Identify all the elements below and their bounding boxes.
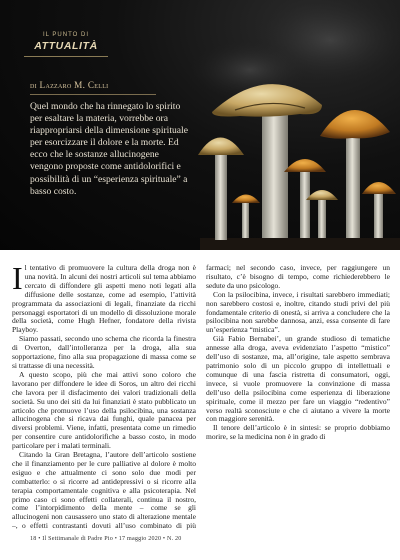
article-paragraph: Già Fabio Bernabei’, un grande studioso di tematiche annesse alla droga, aveva evidenziato l’aspetto “mistico” dell’uso di sostanze, ma, all’origine, tale aspetto sembrava patrimonio solo di un piccolo gruppo di intellettuali e comunque di una fascia ristretta di consumatori, oggi, invece, si vuole promuovere la convinzione di massa dell’uso della psilocibina come esperienza di liberazione spirituale, come il mezzo per fare un viaggio “redentivo” verso realtà sconosciute e che ci aiutano a vivere la morte con maggiore serenità. — [206, 334, 390, 424]
article-paragraph: Il tentativo di promuovere la cultura della droga non è una novità. In alcuni dei nostri articoli sul tema abbiamo cercato di diffondere gli aspetti meno noti legati alla diffusione delle sostanze, come ad esempio, l’attività programmata da associazioni di legali, finanziate da ricchi personaggi esportatori di un modello di dissoluzione morale della società, come Hugh Hefner, fondatore della rivista Playboy. — [12, 264, 196, 335]
byline-rule — [30, 94, 156, 95]
article-paragraph: Il tenore dell’articolo è in sintesi: se proprio dobbiamo morire, se la medicina non è in grado di — [206, 423, 390, 442]
section-badge — [20, 32, 112, 64]
hero-banner — [0, 0, 400, 250]
article-byline: di Lazzaro M. Celli — [30, 80, 109, 90]
page-footer: 18 • Il Settimanale di Padre Pio • 17 maggio 2020 • N. 20 — [30, 536, 182, 542]
article-standfirst: Quel mondo che ha rinnegato lo spirito per esaltare la materia, vorrebbe ora riappropriarsi della dimensione spirituale per esorcizzare il dolore e la morte. Ed ecco che le sostanze allucinogene vengono proposte come antidolorifici e possibilità di un “esperienza spirituale” a basso costo. — [30, 101, 188, 197]
section-badge-label: ATTUALITÀ — [34, 40, 98, 52]
article-paragraph: A questo scopo, più che mai attivi sono coloro che lavorano per diffondere le idee di Soros, un altro dei ricchi che lavora per il disfacimento dei valori tradizionali della società. Su uno dei siti da lui finanziati è stato pubblicato un articolo che promuove l’uso della psilocibina, una sostanza allucinogena che si ricava dai funghi, quale panacea per diversi problemi. Viene, infatti, presentata come un rimedio per consentire cure antidolorifiche a basso costo, in modo particolare per i malati terminali. — [12, 369, 196, 451]
section-badge-rule — [24, 56, 108, 57]
article-paragraph: Citando la Gran Bretagna, l’autore dell’articolo sostiene che il finanziamento per le cure palliative al dolore è molto esiguo e che attualmente ci sono solo due modi per combatterlo: o si ricorre ad antidepressivi o si ricorre alla terapia comportamentale cognitiva e alla psicoterapia. Nel primo caso ci sono effetti collaterali, continua il nostro, come l’intorpidimento della mente – come se gli allucinogeni non causassero uno stato di alterazione mentale –, o effetti contrastanti dovuti all’uso combinato di più farmaci; nel secondo caso, invece, per raggiungere un risultato, c’è bisogno di tempo, come richiederebbero le sedute da uno psicologo. — [12, 264, 390, 531]
article-body — [12, 264, 390, 534]
article-paragraph: Siamo passati, secondo uno schema che ricorda la finestra di Overton, dall’intolleranza per la droga, alla sua sopportazione, fino alla sua propagazione di massa come se si trattasse di una necessità. — [12, 334, 196, 370]
article-paragraph: Con la psilocibina, invece, i risultati sarebbero immediati; non sarebbero costosi e, inoltre, citando studi privi del più fondamentale criterio di onestà, si arriva a concludere che la psilocibina non sarebbe dannosa, anzi, essa consente di fare un’esperienza “mistica”. — [206, 289, 390, 335]
section-badge-top: IL PUNTO DI — [42, 32, 89, 38]
drop-cap: I — [12, 264, 23, 296]
